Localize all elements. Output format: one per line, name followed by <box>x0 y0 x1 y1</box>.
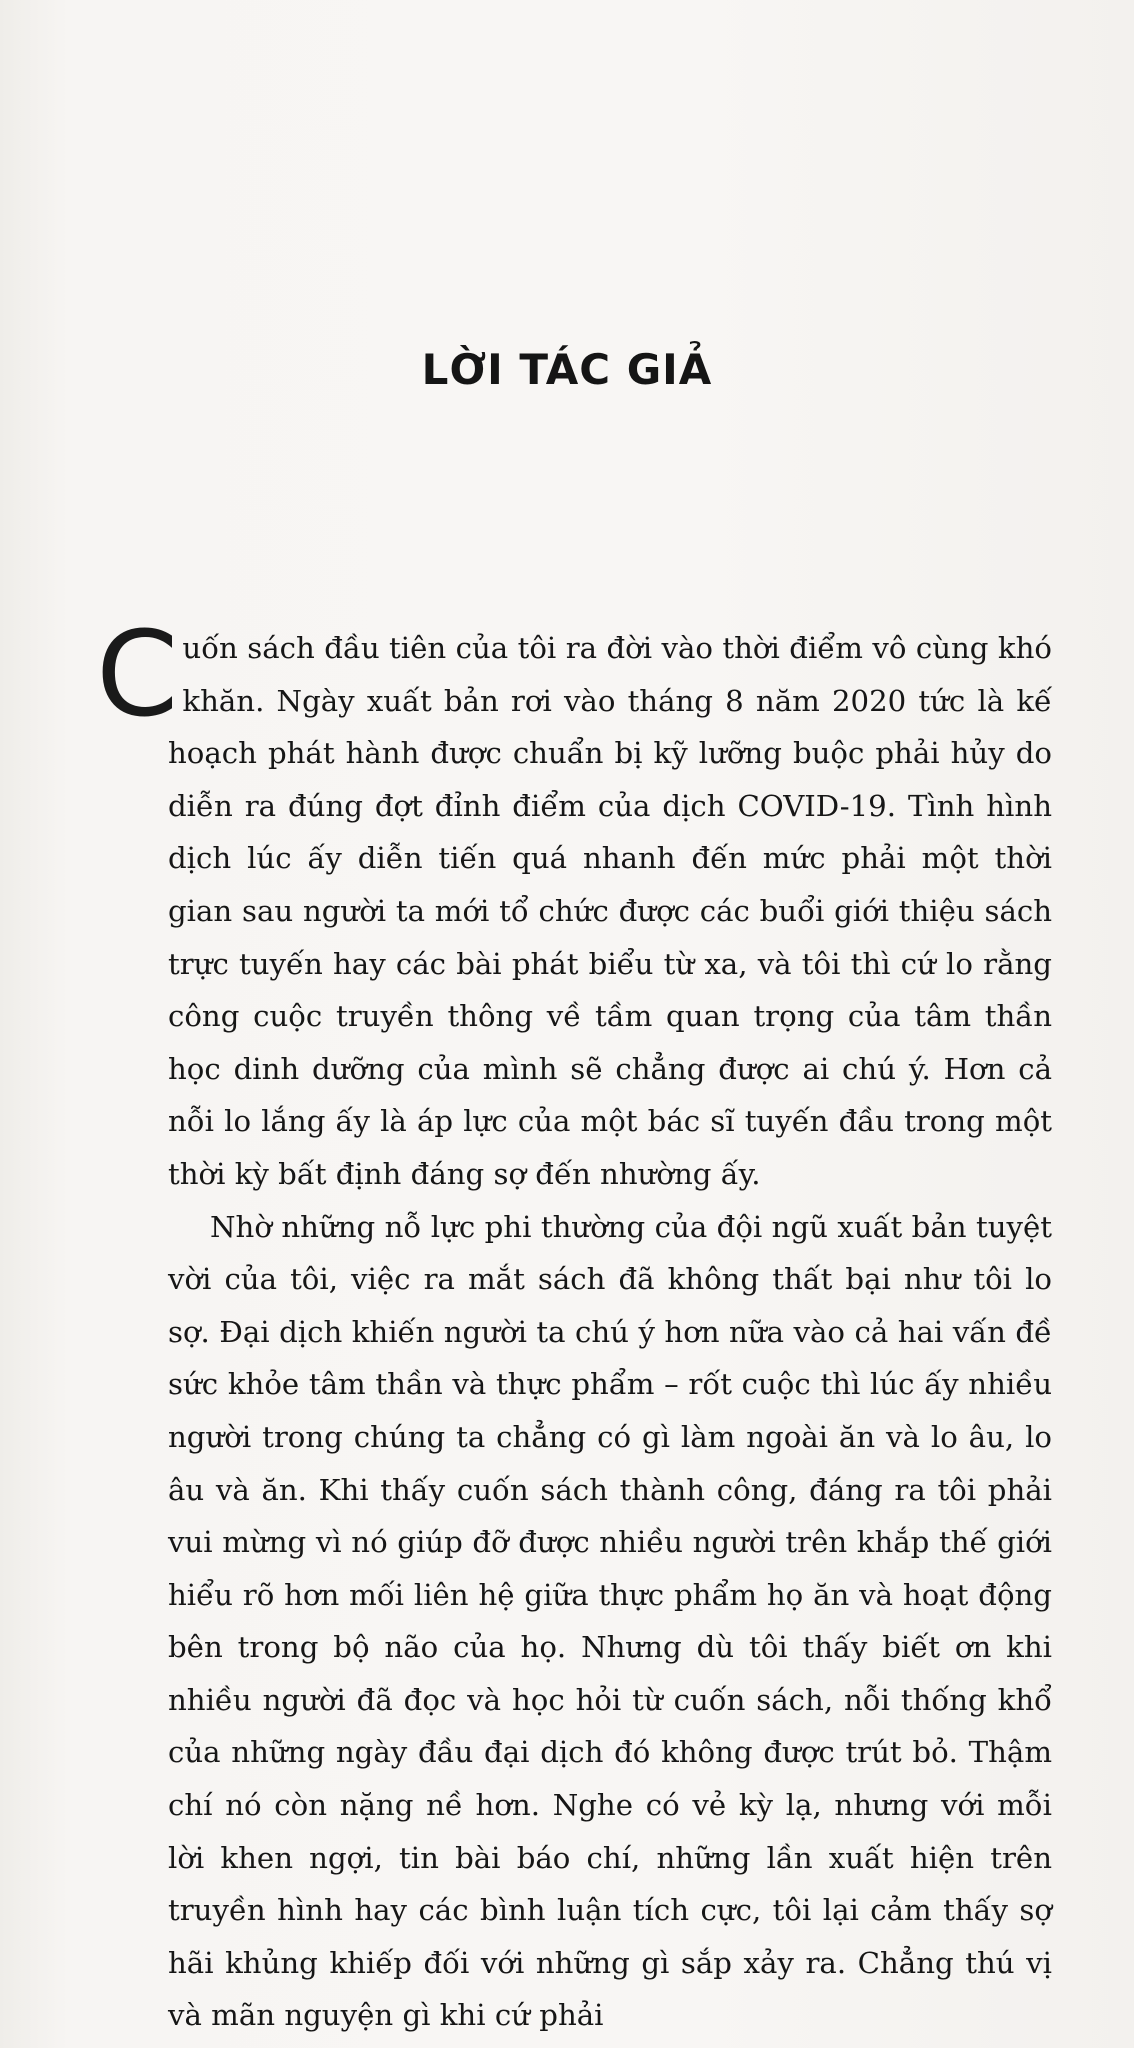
chapter-title: LỜI TÁC GIẢ <box>421 345 713 394</box>
body-text <box>96 605 1052 2042</box>
paragraph-2: Nhờ những nỗ lực phi thường của đội ngũ xuất bản tuyệt vời của tôi, việc ra mắt sách đã không thất bại như tôi lo sợ. Đại dịch khiến người ta chú ý hơn nữa vào cả hai vấn đề sức khỏe tâm thần và thực phẩm – rốt cuộc thì lúc ấy nhiều người trong chúng ta chẳng có gì làm ngoài ăn và lo âu, lo âu và ăn. Khi thấy cuốn sách thành công, đáng ra tôi phải vui mừng vì nó giúp đỡ được nhiều người trên khắp thế giới hiểu rõ hơn mối liên hệ giữa thực phẩm họ ăn và hoạt động bên trong bộ não của họ. Nhưng dù tôi thấy biết ơn khi nhiều người đã đọc và học hỏi từ cuốn sách, nỗi thống khổ của những ngày đầu đại dịch đó không được trút bỏ. Thậm chí nó còn nặng nề hơn. Nghe có vẻ kỳ lạ, nhưng với mỗi lời khen ngợi, tin bài báo chí, những lần xuất hiện trên truyền hình hay các bình luận tích cực, tôi lại cảm thấy sợ hãi khủng khiếp đối với những gì sắp xảy ra. Chẳng thú vị và mãn nguyện gì khi cứ phải <box>168 1209 1052 2033</box>
paragraph-1: Cuốn sách đầu tiên của tôi ra đời vào thời điểm vô cùng khó khăn. Ngày xuất bản rơi vào tháng 8 năm 2020 tức là kế hoạch phát hành được chuẩn bị kỹ lưỡng buộc phải hủy do diễn ra đúng đợt đỉnh điểm của dịch COVID-19. Tình hình dịch lúc ấy diễn tiến quá nhanh đến mức phải một thời gian sau người ta mới tổ chức được các buổi giới thiệu sách trực tuyến hay các bài phát biểu từ xa, và tôi thì cứ lo rằng công cuộc truyền thông về tầm quan trọng của tâm thần học dinh dưỡng của mình sẽ chẳng được ai chú ý. Hơn cả nỗi lo lắng ấy là áp lực của một bác sĩ tuyến đầu trong một thời kỳ bất định đáng sợ đến nhường ấy. <box>96 605 1052 1191</box>
